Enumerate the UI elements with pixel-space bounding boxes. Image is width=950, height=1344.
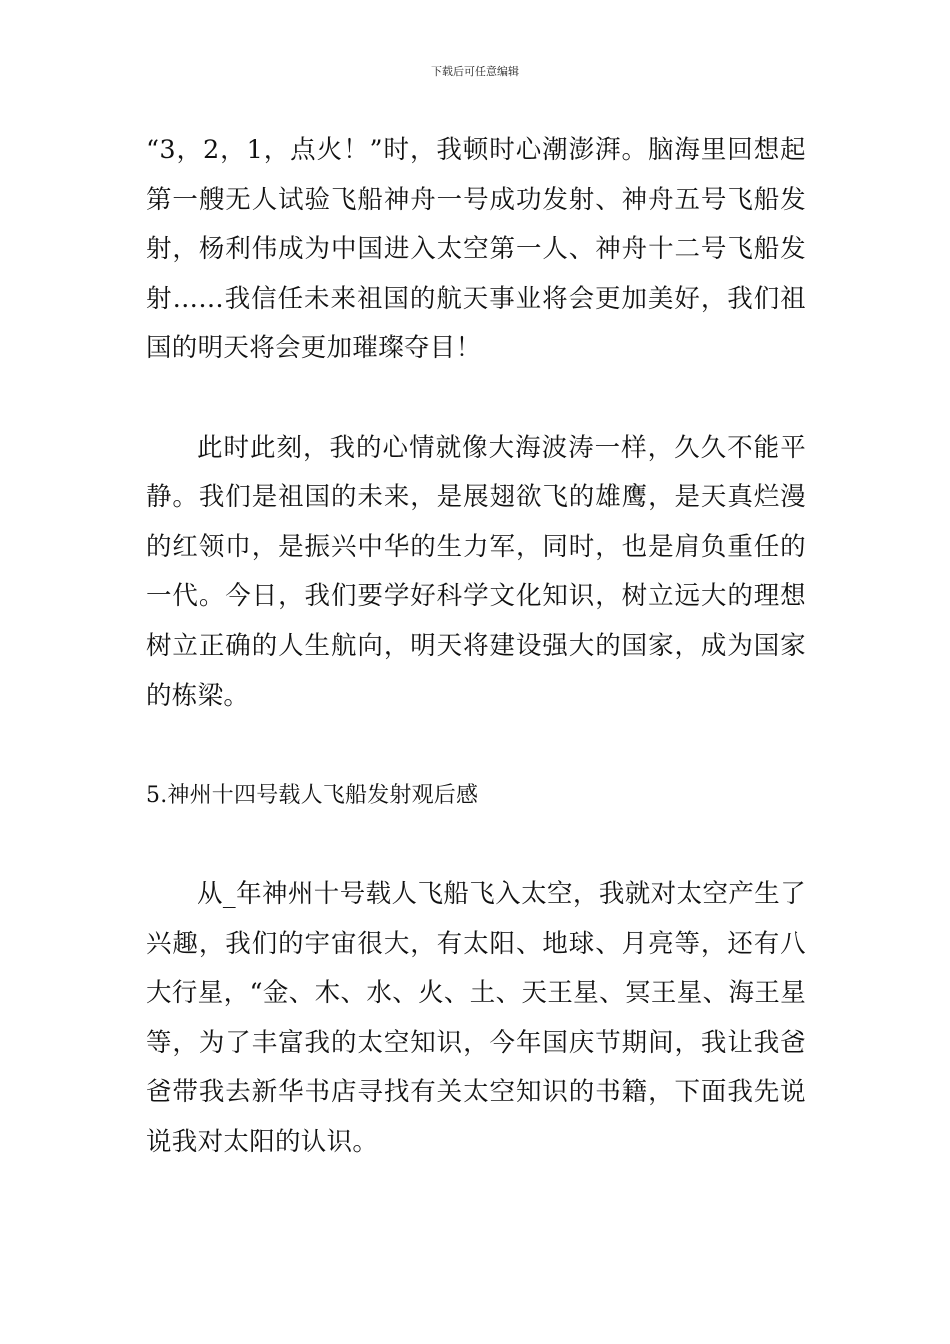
page-header: 下载后可任意编辑 bbox=[431, 65, 519, 78]
paragraph-gap bbox=[146, 721, 806, 771]
paragraph-gap bbox=[146, 374, 806, 424]
paragraph-launch-memories: “3，2，1，点火！”时，我顿时心潮澎湃。脑海里回想起第一艘无人试验飞船神舟一号成功发射、神舟五号飞船发射，杨利伟成为中国进入太空第一人、神舟十二号飞船发射……我信任未来祖国的航天事业将会更加美好，我们祖国的明天将会更加璀璨夺目！ bbox=[146, 135, 806, 364]
paragraph-feelings: 此时此刻，我的心情就像大海波涛一样，久久不能平静。我们是祖国的未来，是展翅欲飞的雄鹰，是天真烂漫的红领巾，是振兴中华的生力军，同时，也是肩负重任的一代。今日，我们要学好科学文化知识，树立远大的理想树立正确的人生航向，明天将建设强大的国家，成为国家的栋梁。 bbox=[146, 432, 806, 711]
document-body bbox=[146, 126, 806, 1167]
paragraph-gap bbox=[146, 820, 806, 870]
paragraph-space-interest: 从_年神州十号载人飞船飞入太空，我就对太空产生了兴趣，我们的宇宙很大，有太阳、地球、月亮等，还有八大行星，“金、木、水、火、土、天王星、冥王星、海王星等，为了丰富我的太空知识，今年国庆节期间，我让我爸爸带我去新华书店寻找有关太空知识的书籍，下面我先说说我对太阳的认识。 bbox=[146, 878, 806, 1157]
section-heading: 5.神州十四号载人飞船发射观后感 bbox=[146, 782, 479, 808]
